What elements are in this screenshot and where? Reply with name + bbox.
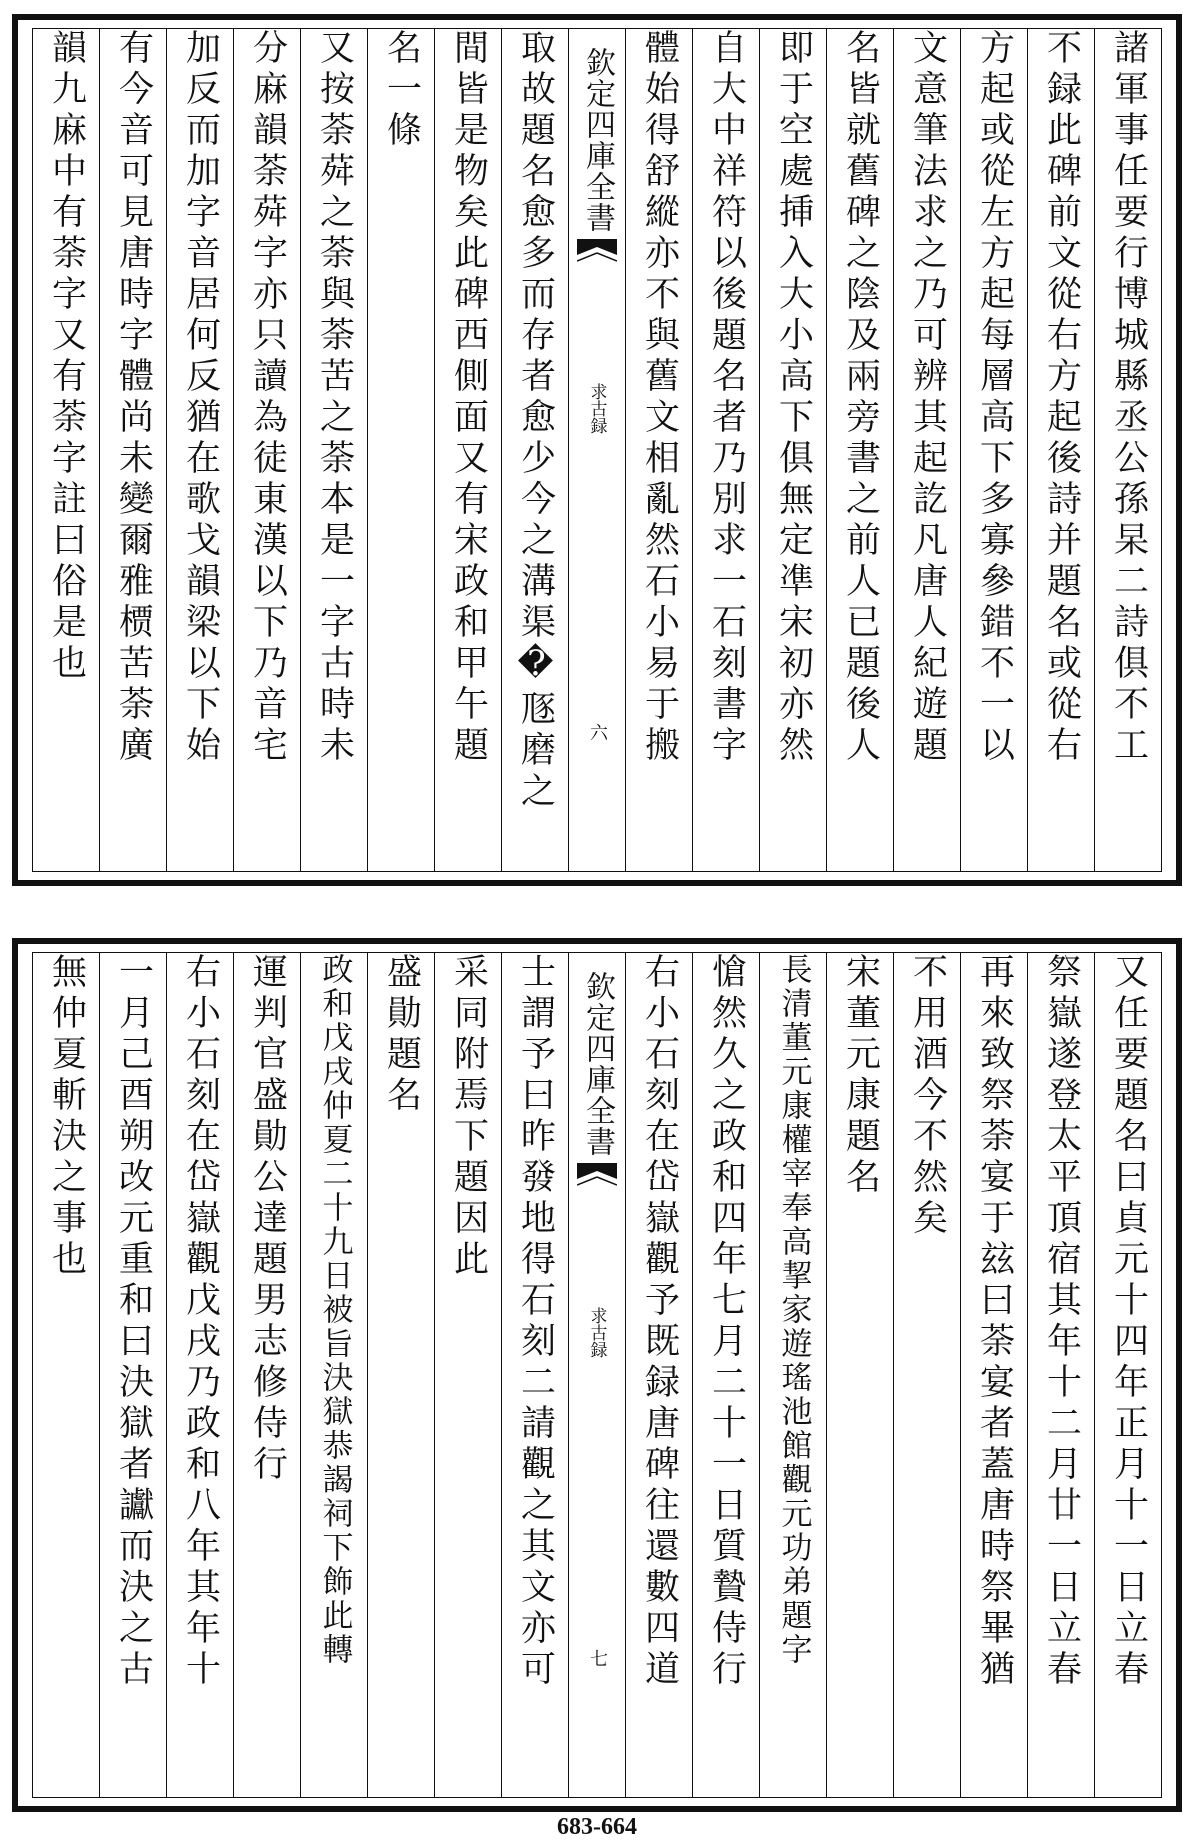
text-column: 名一條: [368, 29, 435, 871]
book-title: 欽定四庫全書: [580, 971, 615, 1157]
page-number: 六: [587, 723, 608, 741]
text-column: 右小石刻在岱嶽觀予既録唐碑往還數四道: [626, 953, 693, 1797]
catalog-page-code: 683-664: [557, 1814, 637, 1840]
text-column: 無仲夏斬決之事也: [33, 953, 100, 1797]
book-title: 欽定四庫全書: [580, 47, 615, 233]
book-subtitle: 求古録: [586, 1307, 607, 1358]
text-column: 名皆就舊碑之陰及兩旁書之前人已題後人: [827, 29, 894, 871]
text-column: 一月己酉朔改元重和曰決獄者讞而決之古: [100, 953, 167, 1797]
text-column: 自大中祥符以後題名者乃別求一石刻書字: [693, 29, 760, 871]
text-column: 祭嶽遂登太平頂宿其年十二月廿一日立春: [1028, 953, 1095, 1797]
text-column: 長清董元康權宰奉高挈家遊瑤池館觀元功弟題字: [760, 953, 827, 1797]
text-column: 又任要題名曰貞元十四年正月十一日立春: [1108, 953, 1149, 1691]
fishtail-mark-icon: [577, 1163, 617, 1197]
text-column: 政和戊戌仲夏二十九日被旨決獄恭謁祠下飾此轉: [301, 953, 368, 1797]
text-column: 盛勛題名: [368, 953, 435, 1797]
text-column: 不録此碑前文從右方起後詩并題名或從右: [1028, 29, 1095, 871]
text-column: 采同附焉下題因此: [435, 953, 502, 1797]
text-column: 取故題名愈多而存者愈少今之溝渠�豗磨之: [502, 29, 569, 871]
page-block-top: [12, 14, 1182, 886]
text-column: 又按荼荈之荼與荼苦之荼本是一字古時未: [301, 29, 368, 871]
text-column: 士謂予曰昨發地得石刻二請觀之其文亦可: [502, 953, 569, 1797]
text-column: 分麻韻荼荈字亦只讀為徒東漢以下乃音宅: [234, 29, 301, 871]
text-column: 間皆是物矣此碑西側面又有宋政和甲午題: [435, 29, 502, 871]
text-column: 即于空處挿入大小高下俱無定凖宋初亦然: [760, 29, 827, 871]
text-column: 再來致祭荼宴于玆曰荼宴者蓋唐時祭畢猶: [961, 953, 1028, 1797]
center-fold-column: [569, 29, 626, 871]
text-column: 運判官盛勛公達題男志修侍行: [234, 953, 301, 1797]
page-block-bottom: [12, 938, 1182, 1812]
text-column: 加反而加字音居何反猶在歌戈韻梁以下始: [167, 29, 234, 871]
text-column: 愴然久之政和四年七月二十一日質贄侍行: [693, 953, 760, 1797]
text-column: 方起或從左方起每層高下多寡參錯不一以: [961, 29, 1028, 871]
text-column: 右小石刻在岱嶽觀戊戌乃政和八年其年十: [167, 953, 234, 1797]
text-column: 體始得舒縱亦不與舊文相亂然石小易于搬: [626, 29, 693, 871]
text-column: 文意筆法求之乃可辨其起訖凡唐人紀遊題: [894, 29, 961, 871]
text-column: 諸軍事任要行博城縣丞公孫杲二詩俱不工: [1108, 29, 1149, 767]
page-frame-top: [32, 28, 1162, 872]
page-frame-bottom: [32, 952, 1162, 1798]
fishtail-mark-icon: [577, 239, 617, 273]
page-number: 七: [587, 1649, 608, 1667]
text-column: 不用酒今不然矣: [894, 953, 961, 1797]
text-column: 韻九麻中有荼字又有荼字註曰俗是也: [33, 29, 100, 871]
book-subtitle: 求古録: [586, 383, 607, 434]
text-column: 宋董元康題名: [827, 953, 894, 1797]
text-column: 有今音可見唐時字體尚未變爾雅槚苦荼廣: [100, 29, 167, 871]
center-fold-column: [569, 953, 626, 1797]
